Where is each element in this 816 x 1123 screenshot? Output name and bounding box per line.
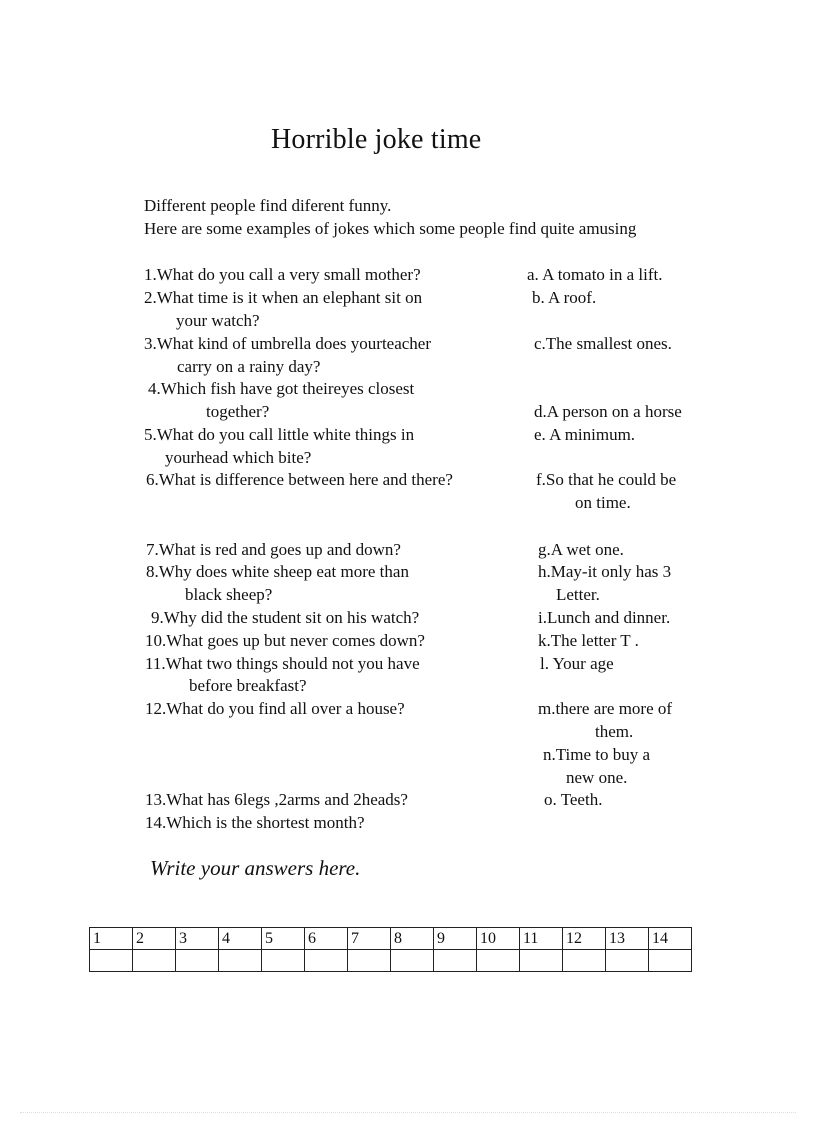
answer-b: b. A roof. — [532, 288, 597, 307]
question-2: 2.What time is it when an elephant sit on — [144, 288, 423, 307]
question-14: 14.Which is the shortest month? — [145, 813, 365, 832]
answer-m: m.there are more of — [538, 699, 673, 718]
question-3-cont: carry on a rainy day? — [177, 357, 321, 376]
question-4-cont: together? — [206, 402, 270, 421]
question-8: 8.Why does white sheep eat more than — [146, 562, 409, 581]
page-title: Horrible joke time — [271, 124, 482, 155]
answer-header-12: 12 — [563, 928, 606, 950]
answer-header-4: 4 — [219, 928, 262, 950]
question-2-cont: your watch? — [176, 311, 260, 330]
answer-a: a. A tomato in a lift. — [527, 265, 663, 284]
answer-cell-8[interactable] — [391, 950, 434, 972]
question-12: 12.What do you find all over a house? — [145, 699, 405, 718]
answer-cell-5[interactable] — [262, 950, 305, 972]
answer-cell-7[interactable] — [348, 950, 391, 972]
question-5: 5.What do you call little white things in — [144, 425, 415, 444]
answer-table — [89, 927, 692, 972]
answer-g: g.A wet one. — [538, 540, 624, 559]
intro-line-1: Different people find diferent funny. — [144, 196, 392, 215]
answer-cell-9[interactable] — [434, 950, 477, 972]
answer-header-9: 9 — [434, 928, 477, 950]
answer-header-5: 5 — [262, 928, 305, 950]
answer-d: d.A person on a horse — [534, 402, 682, 421]
answer-header-13: 13 — [606, 928, 649, 950]
answer-n-cont: new one. — [566, 768, 628, 787]
answer-cell-6[interactable] — [305, 950, 348, 972]
answer-h-cont: Letter. — [556, 585, 600, 604]
answer-cell-12[interactable] — [563, 950, 606, 972]
answer-k: k.The letter T . — [538, 631, 639, 650]
answer-cell-3[interactable] — [176, 950, 219, 972]
question-9: 9.Why did the student sit on his watch? — [151, 608, 420, 627]
answer-e: e. A minimum. — [534, 425, 636, 444]
question-13: 13.What has 6legs ,2arms and 2heads? — [145, 790, 408, 809]
answer-header-10: 10 — [477, 928, 520, 950]
answer-m-cont: them. — [595, 722, 634, 741]
question-3: 3.What kind of umbrella does yourteacher — [144, 334, 432, 353]
answer-table-header-row — [90, 928, 692, 950]
question-7: 7.What is red and goes up and down? — [146, 540, 401, 559]
answer-header-14: 14 — [649, 928, 692, 950]
answer-header-8: 8 — [391, 928, 434, 950]
question-4: 4.Which fish have got theireyes closest — [148, 379, 415, 398]
answer-o: o. Teeth. — [544, 790, 603, 809]
write-answers-prompt: Write your answers here. — [150, 856, 361, 880]
answer-f: f.So that he could be — [536, 470, 677, 489]
answer-header-1: 1 — [90, 928, 133, 950]
answer-header-6: 6 — [305, 928, 348, 950]
answer-c: c.The smallest ones. — [534, 334, 672, 353]
question-11-cont: before breakfast? — [189, 676, 307, 695]
question-11: 11.What two things should not you have — [145, 654, 420, 673]
answer-header-7: 7 — [348, 928, 391, 950]
question-8-cont: black sheep? — [185, 585, 273, 604]
question-6: 6.What is difference between here and there? — [146, 470, 453, 489]
answer-cell-1[interactable] — [90, 950, 133, 972]
answer-header-2: 2 — [133, 928, 176, 950]
answer-f-cont: on time. — [575, 493, 631, 512]
answer-cell-11[interactable] — [520, 950, 563, 972]
answer-cell-14[interactable] — [649, 950, 692, 972]
answer-cell-2[interactable] — [133, 950, 176, 972]
question-5-cont: yourhead which bite? — [165, 448, 312, 467]
answer-n: n.Time to buy a — [543, 745, 651, 764]
answer-i: i.Lunch and dinner. — [538, 608, 671, 627]
intro-line-2: Here are some examples of jokes which some people find quite amusing — [144, 219, 637, 238]
answer-header-11: 11 — [520, 928, 563, 950]
answer-cell-13[interactable] — [606, 950, 649, 972]
answer-h: h.May-it only has 3 — [538, 562, 672, 581]
question-10: 10.What goes up but never comes down? — [145, 631, 425, 650]
answer-cell-4[interactable] — [219, 950, 262, 972]
answer-table-input-row — [90, 950, 692, 972]
answer-l: l. Your age — [540, 654, 614, 673]
question-1: 1.What do you call a very small mother? — [144, 265, 421, 284]
page-bottom-divider — [20, 1112, 796, 1113]
answer-cell-10[interactable] — [477, 950, 520, 972]
answer-header-3: 3 — [176, 928, 219, 950]
